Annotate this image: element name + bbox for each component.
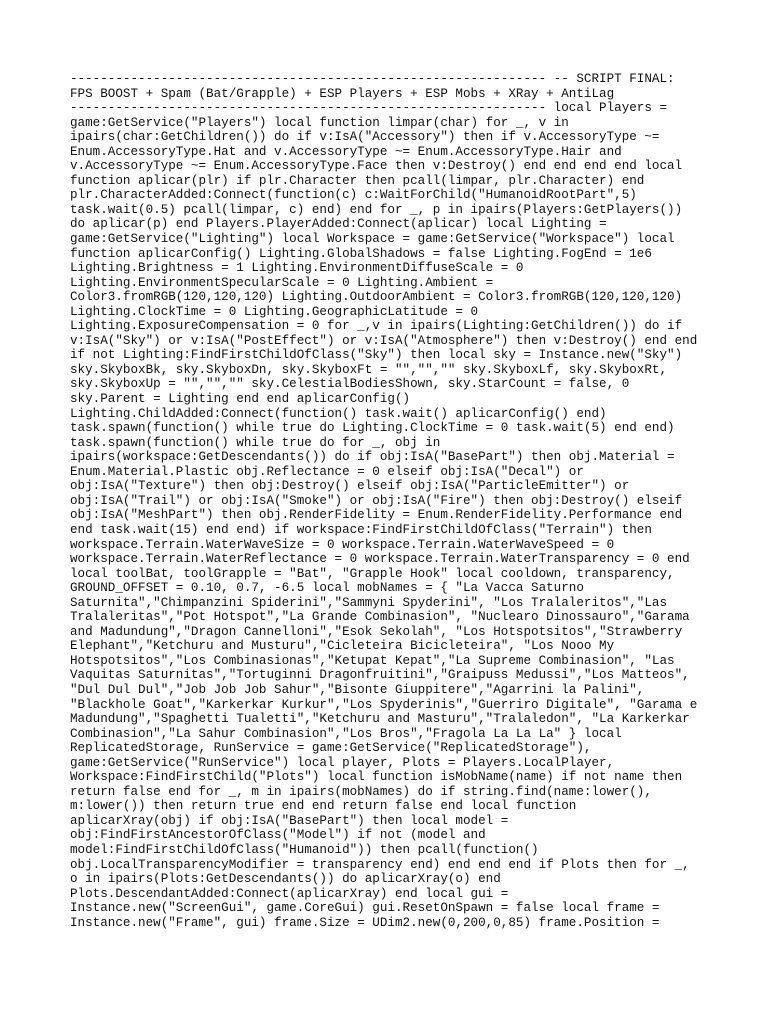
code-line: Enum.Material.Plastic obj.Reflectance = 0 elseif obj:IsA("Decal") or — [70, 464, 584, 479]
code-line: --------------------------------------------------------------- -- SCRIPT FINAL: — [70, 72, 675, 86]
code-line: Vaquitas Saturnitas","Tortuginni Dragonfruitini","Graipuss Medussi","Los Matteos", — [70, 668, 690, 683]
code-line: aplicarXray(obj) if obj:IsA("BasePart") then local model = — [70, 813, 509, 828]
code-line: model:FindFirstChildOfClass("Humanoid")) then pcall(function() — [70, 842, 539, 857]
code-line: Combinasion","La Sahur Combinasion","Los Bros","Fragola La La La" } local — [70, 726, 622, 741]
code-line: Workspace:FindFirstChild("Plots") local function isMobName(name) if not name then — [70, 770, 683, 785]
code-line: Plots.DescendantAdded:Connect(aplicarXray) end local gui = — [70, 886, 509, 901]
code-line: obj:FindFirstAncestorOfClass("Model") if not (model and — [70, 828, 486, 843]
code-line: Enum.AccessoryType.Hat and v.AccessoryType ~= Enum.AccessoryType.Hair and — [70, 144, 622, 159]
code-line: ipairs(char:GetChildren()) do if v:IsA("Accessory") then if v.AccessoryType ~= — [70, 130, 660, 145]
code-line: if not Lighting:FindFirstChildOfClass("Sky") then local sky = Instance.new("Sky") — [70, 348, 683, 363]
code-line: Elephant","Ketchuru and Musturu","Cicleteira Bicicleteira", "Los Nooo My — [70, 639, 615, 654]
code-line: Lighting.Brightness = 1 Lighting.EnvironmentDiffuseScale = 0 — [70, 261, 524, 276]
code-line: workspace.Terrain.WaterWaveSize = 0 workspace.Terrain.WaterWaveSpeed = 0 — [70, 537, 615, 552]
code-line: do aplicar(p) end Players.PlayerAdded:Connect(aplicar) local Lighting = — [70, 217, 607, 232]
code-line: game:GetService("RunService") local player, Plots = Players.LocalPlayer, — [70, 755, 615, 770]
code-line: Tralaleritas","Pot Hotspot","La Grande Combinasion", "Nuclearo Dinossauro","Garama — [70, 610, 690, 625]
code-line: sky.SkyboxUp = "","","" sky.CelestialBodiesShown, sky.StarCount = false, 0 — [70, 377, 630, 392]
code-line: "Dul Dul Dul","Job Job Job Sahur","Bisonte Giuppitere","Agarrini la Palini", — [70, 682, 645, 697]
code-line: workspace.Terrain.WaterReflectance = 0 workspace.Terrain.WaterTransparency = 0 end — [70, 552, 690, 567]
code-line: v.AccessoryType ~= Enum.AccessoryType.Face then v:Destroy() end end end end local — [70, 159, 683, 174]
code-line: task.spawn(function() while true do Lighting.ClockTime = 0 task.wait(5) end end) — [70, 421, 675, 436]
code-line: Lighting.EnvironmentSpecularScale = 0 Lighting.Ambient = — [70, 275, 494, 290]
code-line: task.wait(0.5) pcall(limpar, c) end) end for _, p in ipairs(Players:GetPlayers()) — [70, 202, 683, 217]
code-line: end task.wait(15) end end) if workspace:FindFirstChildOfClass("Terrain") then — [70, 522, 652, 537]
code-line: sky.SkyboxBk, sky.SkyboxDn, sky.SkyboxFt = "","","" sky.SkyboxLf, sky.SkyboxRt, — [70, 362, 668, 377]
code-line: Saturnita","Chimpanzini Spiderini","Sammyni Spyderini", "Los Tralaleritos","Las — [70, 595, 668, 610]
code-line: Color3.fromRGB(120,120,120) Lighting.OutdoorAmbient = Color3.fromRGB(120,120,120) — [70, 290, 683, 305]
code-line: m:lower()) then return true end end return false end local function — [70, 799, 577, 814]
script-text-block — [70, 72, 710, 930]
code-line: ipairs(workspace:GetDescendants()) do if obj:IsA("BasePart") then obj.Material = — [70, 450, 675, 465]
code-line: game:GetService("Lighting") local Workspace = game:GetService("Workspace") local — [70, 232, 675, 247]
code-line: Lighting.ClockTime = 0 Lighting.GeographicLatitude = 0 — [70, 304, 479, 319]
code-line: task.spawn(function() while true do for _, obj in — [70, 435, 441, 450]
code-line: Lighting.ChildAdded:Connect(function() task.wait() aplicarConfig() end) — [70, 406, 607, 421]
code-line: function aplicarConfig() Lighting.GlobalShadows = false Lighting.FogEnd = 1e6 — [70, 246, 652, 261]
code-line: local toolBat, toolGrapple = "Bat", "Grapple Hook" local cooldown, transparency, — [70, 566, 675, 581]
code-line: Instance.new("ScreenGui", game.CoreGui) gui.ResetOnSpawn = false local frame = — [70, 901, 660, 916]
code-line: "Blackhole Goat","Karkerkar Kurkur","Los Spyderinis","Guerriro Digitale", "Garama e — [70, 697, 698, 712]
code-line: plr.CharacterAdded:Connect(function(c) c:WaitForChild("HumanoidRootPart",5) — [70, 188, 637, 203]
code-line: and Madundung","Dragon Cannelloni","Esok Sekolah", "Los Hotspotsitos","Strawberry — [70, 624, 683, 639]
code-line: Hotspotsitos","Los Combinasionas","Ketupat Kepat","La Supreme Combinasion", "Las — [70, 653, 675, 668]
code-line: Instance.new("Frame", gui) frame.Size = UDim2.new(0,200,0,85) frame.Position = — [70, 915, 660, 930]
code-line: return false end for _, m in ipairs(mobNames) do if string.find(name:lower(), — [70, 784, 652, 799]
code-line: o in ipairs(Plots:GetDescendants()) do aplicarXray(o) end — [70, 872, 501, 887]
code-line: obj.LocalTransparencyModifier = transparency end) end end end if Plots then for _, — [70, 857, 690, 872]
code-line: obj:IsA("Texture") then obj:Destroy() elseif obj:IsA("ParticleEmitter") or — [70, 479, 630, 494]
code-line: GROUND_OFFSET = 0.10, 0.7, -6.5 local mobNames = { "La Vacca Saturno — [70, 581, 584, 596]
code-line: FPS BOOST + Spam (Bat/Grapple) + ESP Players + ESP Mobs + XRay + AntiLag — [70, 86, 615, 101]
code-line: function aplicar(plr) if plr.Character then pcall(limpar, plr.Character) end — [70, 173, 645, 188]
code-line: ReplicatedStorage, RunService = game:GetService("ReplicatedStorage"), — [70, 741, 592, 756]
code-line: v:IsA("Sky") or v:IsA("PostEffect") or v:IsA("Atmosphere") then v:Destroy() end end — [70, 333, 698, 348]
code-line: obj:IsA("MeshPart") then obj.RenderFidelity = Enum.RenderFidelity.Performance end — [70, 508, 683, 523]
code-line: sky.Parent = Lighting end end aplicarConfig() — [70, 392, 411, 407]
code-line: obj:IsA("Trail") or obj:IsA("Smoke") or obj:IsA("Fire") then obj:Destroy() elseif — [70, 493, 683, 508]
code-line: --------------------------------------------------------------- local Players = — [70, 101, 668, 116]
code-line: game:GetService("Players") local function limpar(char) for _, v in — [70, 115, 569, 130]
code-line: Madundung","Spaghetti Tualetti","Ketchuru and Masturu","Tralaledon", "La Karkerkar — [70, 712, 690, 727]
code-line: Lighting.ExposureCompensation = 0 for _,v in ipairs(Lighting:GetChildren()) do if — [70, 319, 683, 334]
